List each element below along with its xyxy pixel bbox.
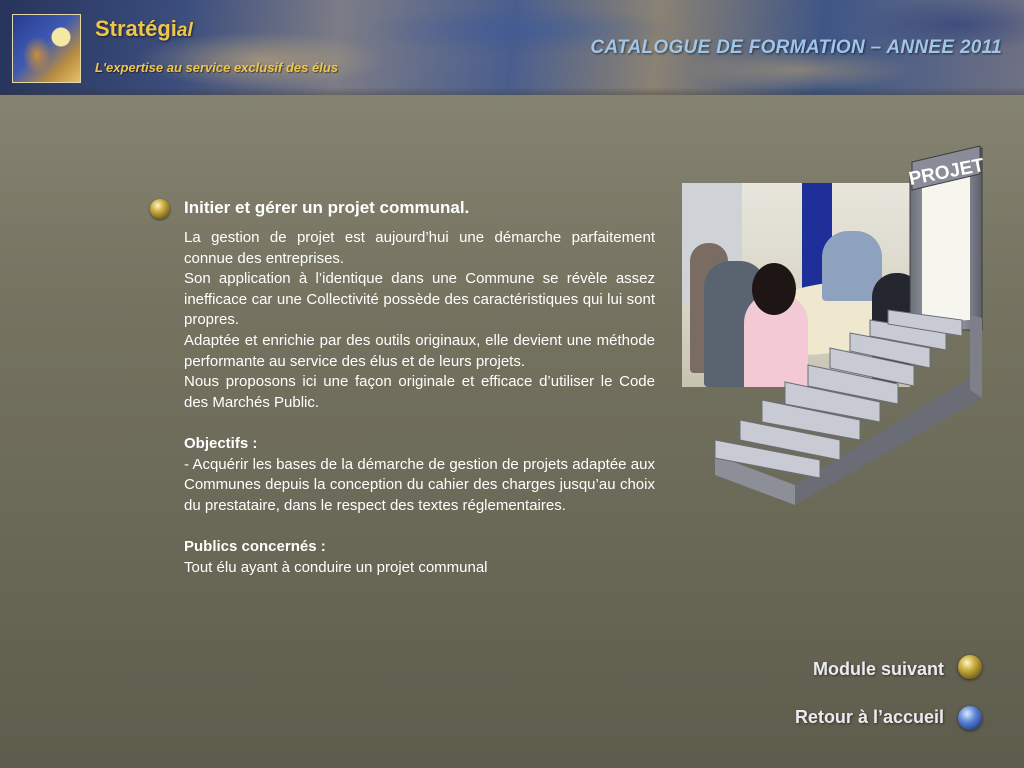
audience-text: Tout élu ayant à conduire un projet communal bbox=[184, 558, 488, 576]
logo-image bbox=[12, 14, 81, 83]
svg-text:PROJET: PROJET bbox=[907, 154, 986, 191]
paragraph: Son application à l’identique dans une Commune se révèle assez inefficace car une Collectivité possède des caractéristiques qui lui sont propres. bbox=[184, 270, 655, 329]
paragraph: Adaptée et enrichie par des outils originaux, elle devient une méthode performante au service des élus et de leurs projets. bbox=[184, 331, 655, 370]
audience-label: Publics concernés : bbox=[184, 537, 326, 555]
section-heading: Initier et gérer un projet communal. bbox=[184, 198, 470, 217]
paragraph: La gestion de projet est aujourd’hui une démarche parfaitement connue des entreprises. bbox=[184, 229, 655, 267]
objectives-text: - Acquérir les bases de la démarche de gestion de projets adaptée aux Communes depuis la conception du cahier des charges jusqu’au choix du prestataire, dans le respect des textes réglementaires. bbox=[184, 455, 655, 514]
bullet-icon bbox=[150, 199, 170, 219]
home-link[interactable]: Retour à l’accueil bbox=[794, 707, 944, 727]
next-module-link[interactable]: Module suivant bbox=[812, 659, 944, 679]
paragraph: Nous proposons ici une façon originale et efficace d’utiliser le Code des Marchés Public. bbox=[184, 373, 655, 411]
header-banner bbox=[0, 0, 1024, 95]
next-module-orb-icon[interactable] bbox=[958, 655, 982, 679]
stairs-illustration bbox=[700, 140, 990, 510]
brand-suffix: al bbox=[176, 20, 193, 41]
home-orb-icon[interactable] bbox=[958, 706, 982, 730]
section-body bbox=[184, 228, 655, 578]
catalog-title: CATALOGUE DE FORMATION – ANNEE 2011 bbox=[590, 37, 1002, 58]
brand-tagline: L'expertise au service exclusif des élus bbox=[95, 60, 339, 75]
objectives-label: Objectifs : bbox=[184, 434, 258, 452]
brand-name: Stratégial bbox=[95, 16, 193, 41]
